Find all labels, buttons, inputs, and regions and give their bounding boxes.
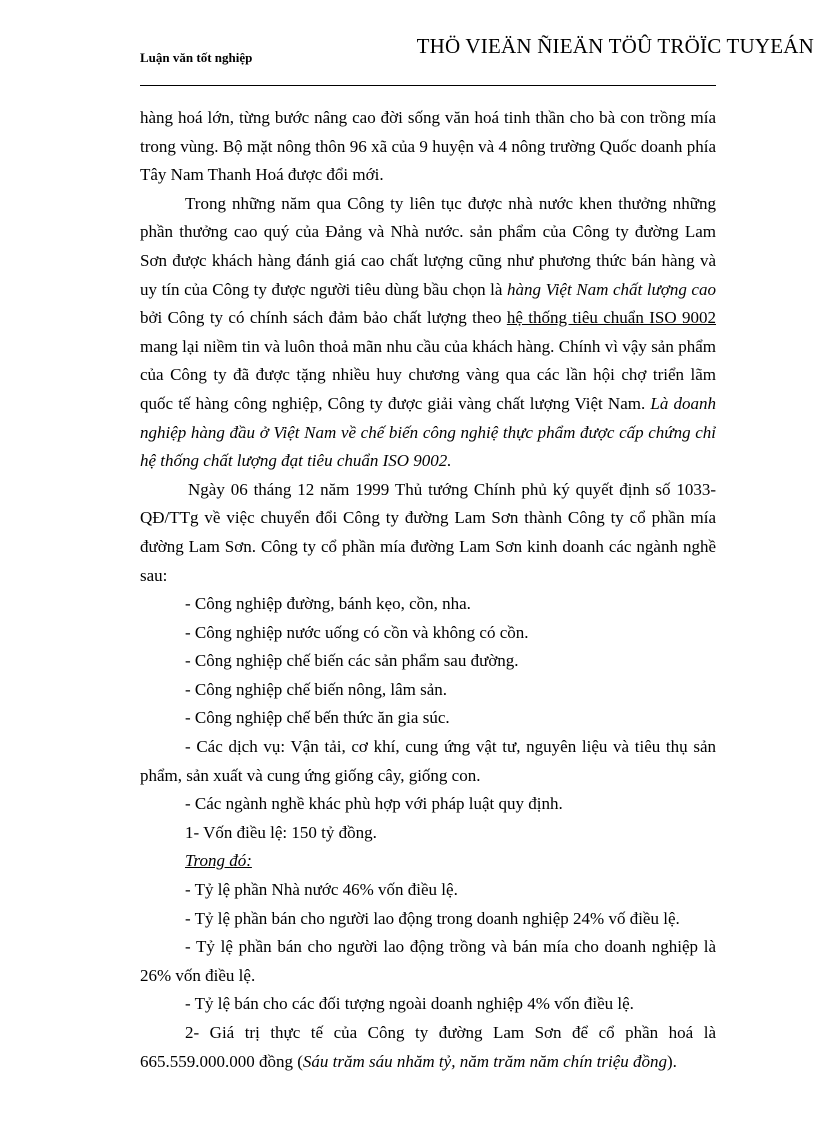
- paragraph-intro: hàng hoá lớn, từng bước nâng cao đời sống văn hoá tinh thần cho bà con trồng mía trong vùng. Bộ mặt nông thôn 96 xã của 9 huyện và 4 nông trường Quốc doanh phía Tây Nam Thanh Hoá được đổi mới.: [140, 108, 716, 185]
- value-text-b: ).: [667, 1051, 677, 1071]
- business-item-other: - Các ngành nghề khác phù hợp với pháp luật quy định.: [185, 794, 563, 814]
- awards-text-a: Trong những năm qua Công ty liên tục được nhà nước khen thưởng những phần thưởng cao quý của Đảng và Nhà nước. sản phẩm của Công ty đường Lam Sơn được khách hàng đánh giá cao chất lượng cũng như phương thức bán hàng và uy tín của Công ty được người tiêu dùng bầu chọn là: [140, 193, 716, 299]
- business-item: - Công nghiệp chế biến nông, lâm sản.: [185, 679, 448, 699]
- business-item-services: - Các dịch vụ: Vận tải, cơ khí, cung ứng vật tư, nguyên liệu và tiêu thụ sản phẩm, sản xuất và cung ứng giống cây, giống con.: [140, 737, 716, 785]
- ratio-item-outside: - Tỷ lệ bán cho các đối tượng ngoài doanh nghiệp 4% vốn điều lệ.: [185, 994, 634, 1014]
- paragraph-actual-value: [140, 1019, 716, 1076]
- business-item: - Công nghiệp chế biến các sản phẩm sau đường.: [185, 651, 519, 671]
- value-italic-words: Sáu trăm sáu nhăm tỷ, năm trăm năm chín triệu đồng: [302, 1051, 667, 1071]
- business-item: - Công nghiệp đường, bánh kẹo, cồn, nha.: [185, 594, 471, 614]
- awards-text-c: mang lại niềm tin và luôn thoả mãn nhu cầu của khách hàng. Chính vì vậy sản phẩm của Công ty đã được tặng nhiều huy chương vàng qua các lần hội chợ triển lãm quốc tế hàng công nghiệp, Công ty được giải vàng chất lượng Việt Nam.: [140, 336, 716, 413]
- ratio-item: - Tỷ lệ phần Nhà nước 46% vốn điều lệ.: [185, 880, 458, 900]
- paragraph-awards: [140, 190, 716, 476]
- business-item: - Công nghiệp chế bến thức ăn gia súc.: [185, 708, 450, 728]
- header-divider: [140, 85, 716, 86]
- ratio-item: - Tỷ lệ phần bán cho người lao động trong doanh nghiệp 24% vố điều lệ.: [185, 908, 680, 928]
- ratio-item-growers: - Tỷ lệ phần bán cho người lao động trồng và bán mía cho doanh nghiệp là 26% vốn điều lệ.: [140, 937, 716, 985]
- document-body: [140, 104, 716, 1076]
- in-which-label: Trong đó:: [185, 851, 252, 871]
- awards-iso-link: hệ thống tiêu chuẩn ISO 9002: [506, 308, 717, 328]
- charter-capital: 1- Vốn điều lệ: 150 tỷ đồng.: [185, 822, 377, 842]
- awards-italic-quality: hàng Việt Nam chất lượng cao: [507, 279, 716, 299]
- page-header: [140, 28, 816, 84]
- header-thesis-label: Luận văn tốt nghiệp: [140, 50, 253, 65]
- header-library-title: THÖ VIEÄN ÑIEÄN TÖÛ TRÖÏC TUYEÁN: [416, 34, 814, 58]
- paragraph-decision: Ngày 06 tháng 12 năm 1999 Thủ tướng Chính phủ ký quyết định số 1033-QĐ/TTg về việc chuyển đổi Công ty đường Lam Sơn thành Công ty cổ phần mía đường Lam Sơn. Công ty cổ phần mía đường Lam Sơn kinh doanh các ngành nghề sau:: [140, 479, 716, 585]
- in-which-heading: [140, 847, 716, 876]
- business-item: - Công nghiệp nước uống có cồn và không có cồn.: [185, 622, 529, 642]
- awards-text-b: bởi Công ty có chính sách đảm bảo chất lượng theo: [140, 308, 507, 328]
- value-text-a: 2- Giá trị thực tế của Công ty đường Lam Sơn để cổ phần hoá là 665.559.000.000 đồng (: [140, 1023, 716, 1071]
- awards-italic-leading: Là doanh nghiệp hàng đầu ở Việt Nam về chế biến công nghiệ thực phẩm được cấp chứng chỉ hệ thống chất lượng đạt tiêu chuẩn ISO 9002.: [140, 393, 716, 471]
